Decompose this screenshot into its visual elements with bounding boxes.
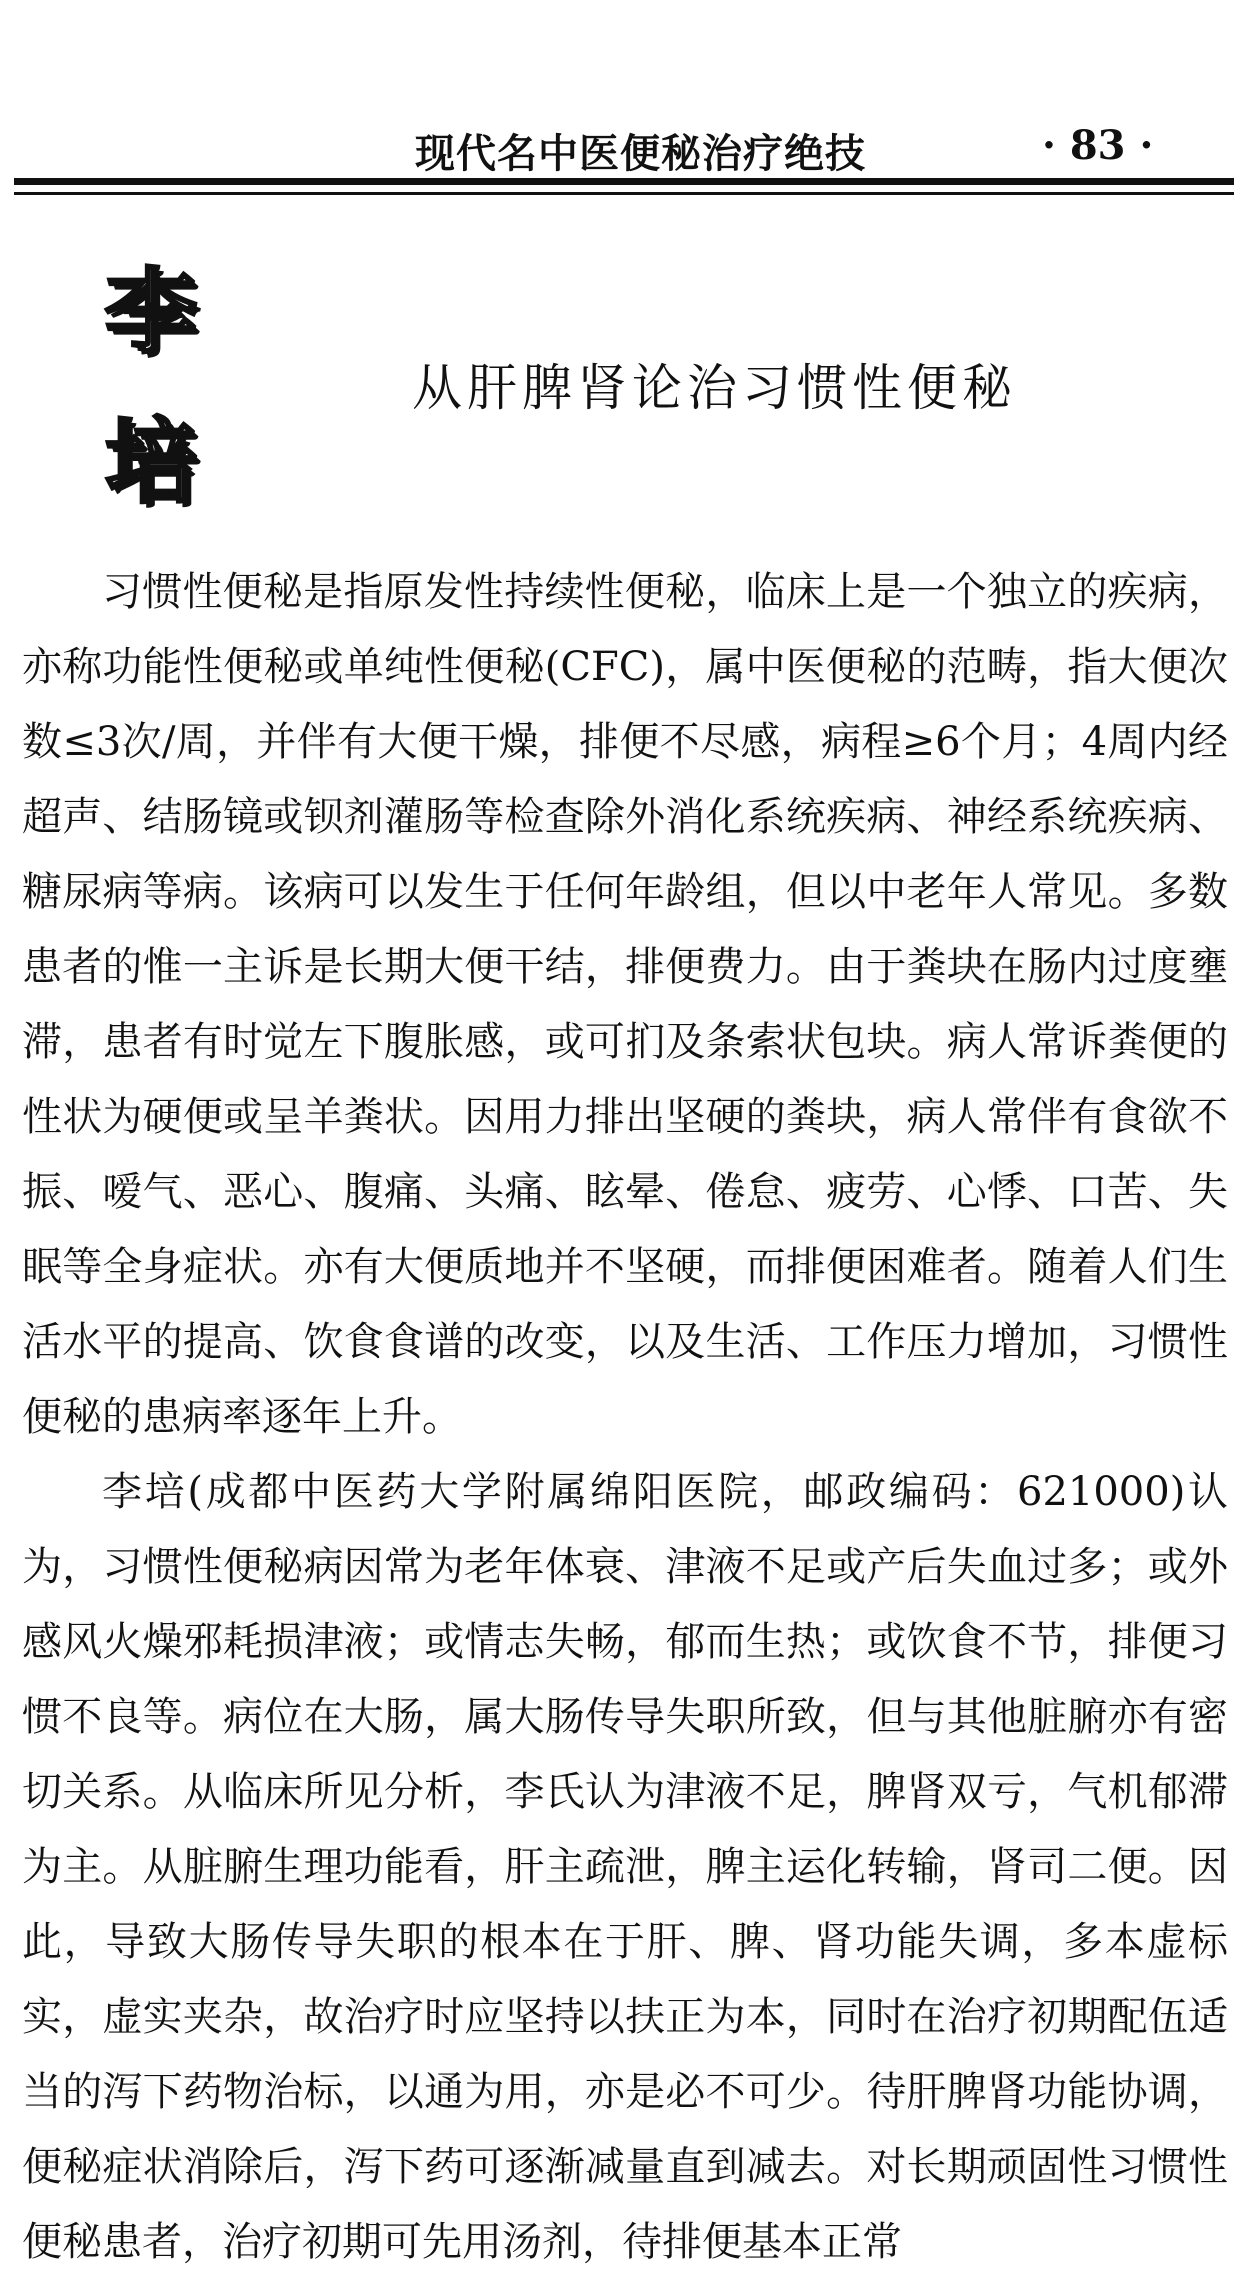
book-title: 现代名中医便秘治疗绝技 bbox=[415, 131, 866, 177]
paragraph-1: 习惯性便秘是指原发性持续性便秘，临床上是一个独立的疾病，亦称功能性便秘或单纯性便秘(CFC)，属中医便秘的范畴，指大便次数≤3次/周，并伴有大便干燥，排便不尽感，病程≥6个月；4周内经超声、结肠镜或钡剂灌肠等检查除外消化系统疾病、神经系统疾病、糖尿病等病。该病可以发生于任何年龄组，但以中老年人常见。多数患者的惟一主诉是长期大便干结，排便费力。由于粪块在肠内过度壅滞，患者有时觉左下腹胀感，或可扪及条索状包块。病人常诉粪便的性状为硬便或呈羊粪状。因用力排出坚硬的粪块，病人常伴有食欲不振、嗳气、恶心、腹痛、头痛、眩晕、倦怠、疲劳、心悸、口苦、失眠等全身症状。亦有大便质地并不坚硬，而排便困难者。随着人们生活水平的提高、饮食食谱的改变，以及生活、工作压力增加，习惯性便秘的患病率逐年上升。 bbox=[22, 569, 1228, 1440]
page-number: · 83 · bbox=[1042, 122, 1154, 169]
author-name-char-1: 李 bbox=[105, 259, 198, 366]
header-rule-thin bbox=[14, 192, 1234, 195]
article-title: 从肝脾肾论治习惯性便秘 bbox=[412, 359, 1017, 417]
header-rule-thick bbox=[14, 178, 1234, 185]
running-head bbox=[0, 0, 1248, 200]
author-name-char-2: 培 bbox=[105, 409, 198, 516]
article-body bbox=[22, 555, 1228, 2280]
paragraph-2: 李培(成都中医药大学附属绵阳医院，邮政编码：621000)认为，习惯性便秘病因常为老年体衰、津液不足或产后失血过多；或外感风火燥邪耗损津液；或情志失畅，郁而生热；或饮食不节，排便习惯不良等。病位在大肠，属大肠传导失职所致，但与其他脏腑亦有密切关系。从临床所见分析，李氏认为津液不足，脾肾双亏，气机郁滞为主。从脏腑生理功能看，肝主疏泄，脾主运化转输，肾司二便。因此，导致大肠传导失职的根本在于肝、脾、肾功能失调，多本虚标实，虚实夹杂，故治疗时应坚持以扶正为本，同时在治疗初期配伍适当的泻下药物治标，以通为用，亦是必不可少。待肝脾肾功能协调，便秘症状消除后，泻下药可逐渐减量直到减去。对长期顽固性习惯性便秘患者，治疗初期可先用汤剂，待排便基本正常 bbox=[22, 1469, 1228, 2265]
